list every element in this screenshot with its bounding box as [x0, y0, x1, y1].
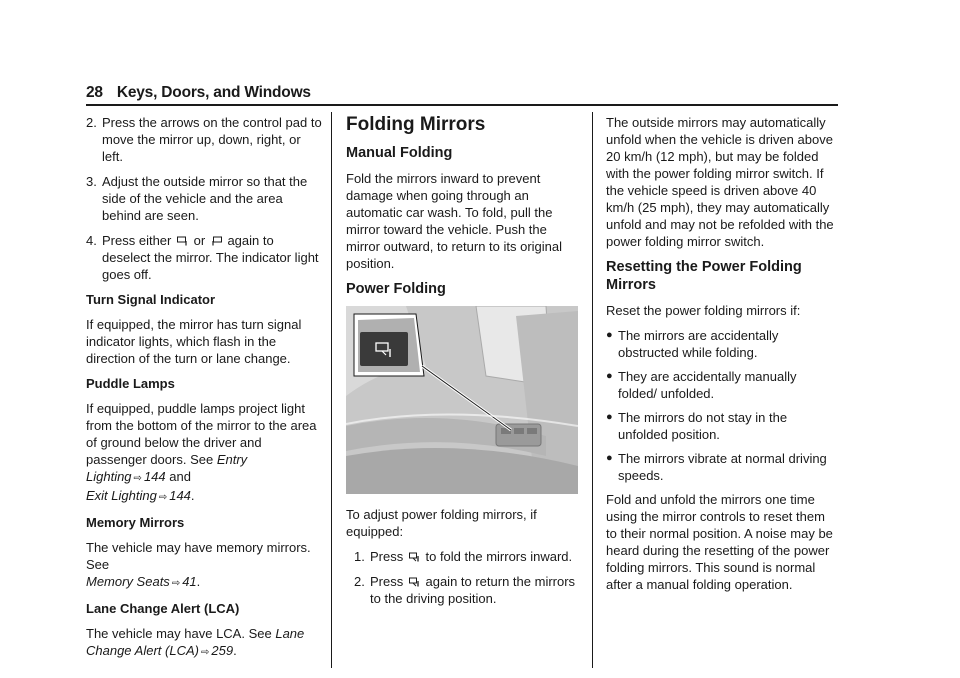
link-entry-lighting[interactable]: Entry Lighting: [86, 452, 248, 484]
bullet-icon: ●: [606, 452, 613, 464]
period: .: [233, 643, 237, 658]
list-item-text: The mirrors are accidentally obstructed while folding.: [618, 328, 779, 360]
page-ref-entry-lighting[interactable]: 144: [143, 469, 166, 484]
bullet-icon: ●: [606, 329, 613, 341]
page-ref-arrow-icon: ⇨: [133, 473, 142, 484]
step-text: Press the arrows on the control pad to move the mirror up, down, right, or left.: [102, 115, 322, 164]
col-divider-left: [331, 112, 332, 668]
lca-text: [86, 625, 322, 661]
step-text: [102, 232, 322, 283]
power-step-1: [346, 548, 580, 565]
mirror-fold-icon: [409, 552, 420, 562]
mirror-fold-icon: [409, 577, 420, 587]
step-text-post: again to return the mirrors to the driving position.: [370, 574, 576, 606]
link-lane-change-alert[interactable]: Lane Change Alert (LCA): [86, 626, 305, 658]
step-number: 1.: [354, 549, 365, 564]
column-2: [346, 114, 580, 615]
page-ref-memory-seats[interactable]: 41: [182, 574, 197, 589]
period: .: [190, 488, 195, 503]
period: .: [196, 574, 201, 589]
power-folding-heading: Power Folding: [346, 281, 446, 297]
header-rule: [86, 104, 838, 106]
list-item: [606, 450, 838, 484]
step-2: [86, 114, 322, 165]
lca-body: The vehicle may have LCA. See: [86, 626, 272, 641]
step-text-mid: or: [193, 233, 206, 248]
memory-mirrors-heading: Memory Mirrors: [86, 515, 185, 530]
step-text-post: to fold the mirrors inward.: [425, 549, 573, 564]
memory-mirrors-body: The vehicle may have memory mirrors. See: [86, 540, 311, 572]
col-divider-right: [592, 112, 593, 668]
puddle-lamps-heading: Puddle Lamps: [86, 376, 175, 391]
list-item: [606, 368, 838, 402]
memory-mirrors-text: [86, 539, 322, 592]
page-ref-arrow-icon: ⇨: [200, 647, 210, 658]
step-number: 3.: [86, 174, 97, 189]
step-number: 4.: [86, 233, 97, 248]
puddle-lamps-body: If equipped, puddle lamps project light from the bottom of the mirror to the area of ground below the driver and passenger doors. See: [86, 401, 317, 467]
step-text-pre: Press: [370, 574, 404, 589]
lca-heading: Lane Change Alert (LCA): [86, 601, 240, 616]
list-item-text: The mirrors do not stay in the unfolded position.: [618, 410, 788, 442]
list-item-text: They are accidentally manually folded/ unfolded.: [618, 369, 797, 401]
step-text-pre: Press either: [102, 233, 172, 248]
link-memory-seats[interactable]: Memory Seats: [86, 574, 170, 589]
bullet-icon: ●: [606, 411, 613, 423]
reset-lead: Reset the power folding mirrors if:: [606, 303, 801, 318]
auto-unfold-text: The outside mirrors may automatically unfold when the vehicle is driven above 20 km/h (12 mph), but may be folded with the power folding mirror switch. If the vehicle speed is driven above 40 km/h (25 mph), they may automatically unfold and may not be refolded with the power folding mirror switch.: [606, 115, 834, 249]
left-mirror-select-icon: [177, 236, 188, 246]
step-text-post: again to deselect the mirror. The indicator light goes off.: [102, 233, 319, 282]
reset-bullet-list: [606, 327, 838, 484]
folding-mirrors-title: Folding Mirrors: [346, 114, 486, 135]
power-step-2: [346, 573, 580, 607]
manual-folding-heading: Manual Folding: [346, 145, 453, 161]
step-4: [86, 232, 322, 283]
list-item-text: The mirrors vibrate at normal driving speeds.: [618, 451, 827, 483]
page-number: 28: [86, 84, 103, 101]
power-folding-switch-illustration: [346, 306, 578, 494]
bullet-icon: ●: [606, 370, 613, 382]
power-folding-intro: To adjust power folding mirrors, if equipped:: [346, 507, 537, 539]
step-number: 2.: [354, 574, 365, 589]
step-text-pre: Press: [370, 549, 404, 564]
page-ref-arrow-icon: ⇨: [171, 578, 181, 589]
step-text: Adjust the outside mirror so that the side of the vehicle and the area behind are seen.: [102, 174, 308, 223]
list-item: [606, 409, 838, 443]
page-header: [86, 84, 838, 102]
right-mirror-select-icon: [211, 236, 222, 246]
turn-signal-heading: Turn Signal Indicator: [86, 292, 216, 307]
step-3: [86, 173, 322, 224]
list-item: [606, 327, 838, 361]
page-ref-lca[interactable]: 259: [211, 643, 234, 658]
column-3: [606, 114, 838, 601]
page-ref-arrow-icon: ⇨: [158, 492, 168, 503]
puddle-lamps-text: [86, 400, 322, 506]
page-ref-exit-lighting[interactable]: 144: [169, 488, 191, 503]
reset-closing-text: Fold and unfold the mirrors one time using the mirror controls to reset them to their normal position. A noise may be heard during the resetting of the power folding mirrors. This sound is normal after a manual folding operation.: [606, 492, 833, 592]
resetting-heading: Resetting the Power Folding Mirrors: [606, 259, 802, 293]
link-exit-lighting[interactable]: Exit Lighting: [86, 488, 157, 503]
step-text: [370, 573, 580, 607]
turn-signal-text: If equipped, the mirror has turn signal indicator lights, which flash in the direction of the turn or lane change.: [86, 317, 302, 366]
column-1: [86, 114, 322, 669]
manual-folding-text: Fold the mirrors inward to prevent damage when going through an automatic car wash. To fold, pull the mirror toward the vehicle. Push the mirror outward, to return to its original position.: [346, 171, 563, 271]
and-word: and: [169, 469, 191, 484]
step-text: [370, 548, 580, 565]
step-number: 2.: [86, 115, 97, 130]
section-title: Keys, Doors, and Windows: [116, 84, 311, 101]
